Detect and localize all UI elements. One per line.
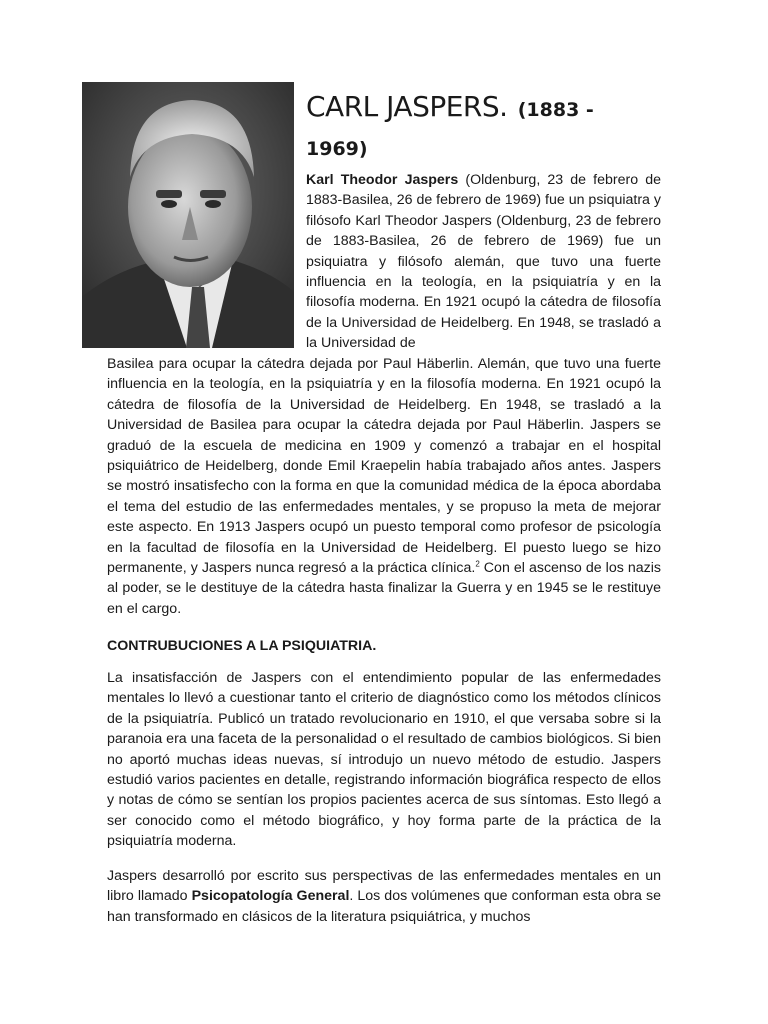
page-title (306, 88, 626, 166)
portrait-photo (82, 82, 294, 348)
intro-side-text: (Oldenburg, 23 de febrero de 1883-Basilea, 26 de febrero de 1969) fue un psiquiatra y filósofo Karl Theodor Jaspers (Oldenburg, 23 de febrero de 1883-Basilea, 26 de febrero de 1969) fue un psiquiatra y filósofo alemán, que tuvo una fuerte influencia en la teología, en la psiquiatría y en la filosofía moderna. En 1921 ocupó la cátedra de filosofía de la Universidad de Heidelberg. En 1948, se trasladó a la Universidad de (306, 172, 662, 352)
book-title: Psicopatología General (191, 888, 350, 905)
intro-paragraph-full (107, 354, 661, 619)
p3-before: Jaspers desarrolló por escrito sus perspectivas de las enfermedades mentales en un libro llamado (107, 868, 661, 905)
section-heading: CONTRUBUCIONES A LA PSIQUIATRIA. (107, 638, 377, 654)
psychopathology-paragraph (107, 866, 661, 927)
intro-paragraph-side (306, 170, 661, 354)
contributions-paragraph: La insatisfacción de Jaspers con el entendimiento popular de las enfermedades mentales lo llevó a cuestionar tanto el criterio de diagnóstico como los métodos clínicos de la psiquiatría. Publicó un tratado revolucionario en 1910, el que versaba sobre si la paranoia era una faceta de la personalidad o el resultado de cambios biológicos. Si bien no aportó muchas ideas nuevas, sí introdujo un nuevo método de estudio. Jaspers estudió varios pacientes en detalle, registrando información biográfica respecto de ellos y notas de cómo se sentían los propios pacientes acerca de sus síntomas. Esto llegó a ser conocido como el método biográfico, y hoy forma parte de la práctica de la psiquiatría moderna. (107, 670, 661, 850)
subject-name: Karl Theodor Jaspers (306, 172, 459, 188)
title-years: (1883 - 1969) (306, 99, 594, 160)
title-name: CARL JASPERS. (306, 90, 508, 123)
p3-after: . Los dos volúmenes que conforman esta obra se han transformado en clásicos de la literatura psiquiátrica, y muchos (107, 888, 661, 925)
intro-full-text-b: Con el ascenso de los nazis al poder, se le destituye de la cátedra hasta finalizar la Guerra y en 1945 se le restituye en el cargo. (107, 560, 661, 617)
footnote-marker[interactable]: 2 (475, 559, 480, 569)
intro-full-text-a: Basilea para ocupar la cátedra dejada por Paul Häberlin. Alemán, que tuvo una fuerte influencia en la teología, en la psiquiatría y en la filosofía moderna. En 1921 ocupó la cátedra de filosofía de la Universidad de Heidelberg. En 1948, se trasladó a la Universidad de Basilea para ocupar la cátedra dejada por Paul Häberlin. Jaspers se graduó de la escuela de medicina en 1909 y comenzó a trabajar en el hospital psiquiátrico de Heidelberg, donde Emil Kraepelin había trabajado años antes. Jaspers se mostró insatisfecho con la forma en que la comunidad médica de la época abordaba el tema del estudio de las enfermedades mentales, y se propuso la meta de mejorar este aspecto. En 1913 Jaspers ocupó un puesto temporal como profesor de psicología en la facultad de filosofía en la Universidad de Heidelberg. El puesto luego se hizo permanente, y Jaspers nunca regresó a la práctica clínica. (107, 356, 661, 577)
